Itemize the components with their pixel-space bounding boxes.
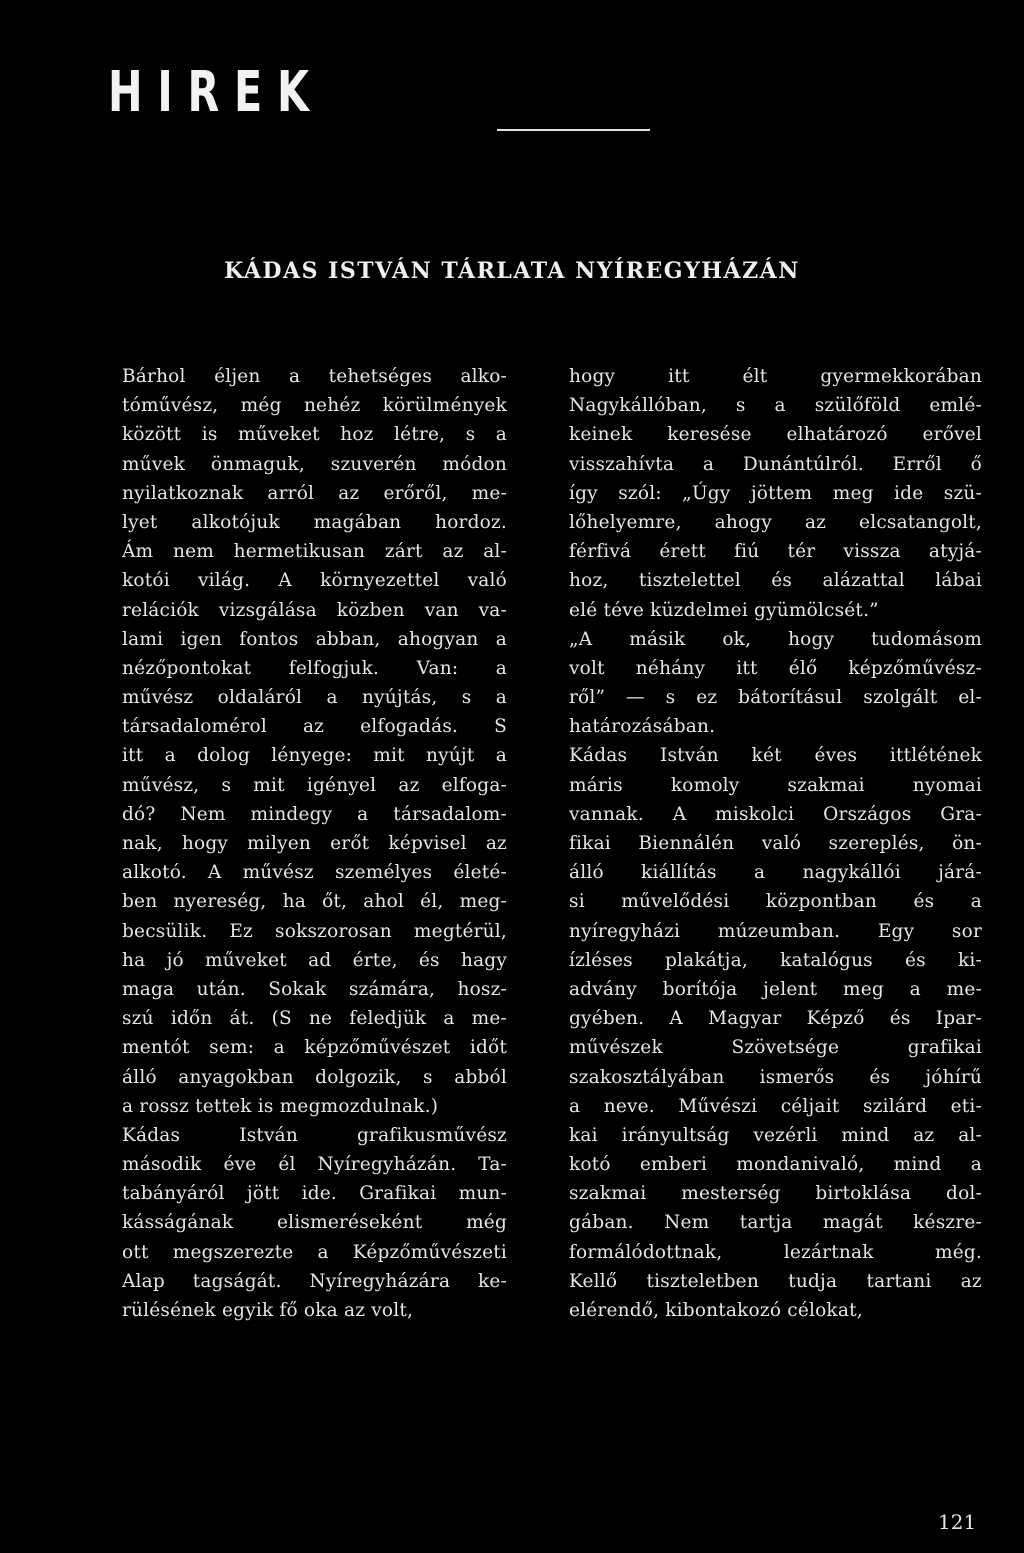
text-line: relációk vizsgálása közben van va- <box>122 599 507 621</box>
text-line: között is műveket hoz létre, s a <box>122 424 507 446</box>
text-line: kai irányultság vezérli mind az al- <box>569 1124 982 1146</box>
text-line: tabányáról jött ide. Grafikai mun- <box>122 1183 507 1205</box>
text-line: dó? Nem mindegy a társadalom- <box>122 803 507 825</box>
text-line: tóművész, még nehéz körülmények <box>122 395 507 417</box>
text-line: Ám nem hermetikusan zárt az al- <box>122 541 507 563</box>
text-line: Alap tagságát. Nyíregyházára ke- <box>122 1270 507 1292</box>
text-line: nézőpontokat felfogjuk. Van: a <box>122 657 507 679</box>
text-line: álló kiállítás a nagykállói járá- <box>569 862 982 884</box>
text-line: visszahívta a Dunántúlról. Erről ő <box>569 453 982 475</box>
text-line: ha jó műveket ad érte, és hagy <box>122 949 507 971</box>
text-line: kásságának elismeréseként még <box>122 1212 507 1234</box>
text-line: Kellő tiszteletben tudja tartani az <box>569 1270 982 1292</box>
article-column-right <box>569 362 982 1325</box>
text-line: itt a dolog lényege: mit nyújt a <box>122 745 507 767</box>
text-line: határozásában. <box>569 716 716 738</box>
text-line: ízléses plakátja, katalógus és ki- <box>569 949 982 971</box>
text-line: nyíregyházi múzeumban. Egy sor <box>569 920 982 942</box>
page-number: 121 <box>938 1510 977 1534</box>
text-line: nyilatkoznak arról az erőről, me- <box>122 482 507 504</box>
text-line: álló anyagokban dolgozik, s abból <box>122 1066 507 1088</box>
text-line: így szól: „Úgy jöttem meg ide szü- <box>569 482 982 504</box>
text-line: szú időn át. (S ne feledjük a me- <box>122 1008 507 1030</box>
text-line: lőhelyemre, ahogy az elcsatangolt, <box>569 511 982 533</box>
article-column-left <box>122 362 507 1325</box>
text-line: kotó emberi mondanivaló, mind a <box>569 1154 982 1176</box>
text-line: férfivá érett fiú tér vissza atyjá- <box>569 541 982 563</box>
text-line: rülésének egyik fő oka az volt, <box>122 1300 414 1321</box>
text-line: alkotó. A művész személyes életé- <box>122 862 507 884</box>
text-line: hoz, tisztelettel és alázattal lábai <box>569 570 982 592</box>
text-line: ben nyereség, ha őt, ahol él, meg- <box>122 891 507 913</box>
text-line: művek önmaguk, szuverén módon <box>122 453 507 475</box>
text-line: társadalomérol az elfogadás. S <box>122 716 507 738</box>
text-line: advány borítója jelent meg a me- <box>569 978 982 1000</box>
text-line: második éve él Nyíregyházán. Ta- <box>122 1154 507 1176</box>
text-line: művészek Szövetsége grafikai <box>569 1037 982 1059</box>
text-line: Nagykállóban, s a szülőföld emlé- <box>569 395 982 417</box>
article-title: KÁDAS ISTVÁN TÁRLATA NYÍREGYHÁZÁN <box>224 258 800 284</box>
text-line: „A másik ok, hogy tudomásom <box>569 628 982 650</box>
text-line: művész oldaláról a nyújtás, s a <box>122 687 507 709</box>
text-line: mentót sem: a képzőművészet időt <box>122 1037 507 1059</box>
section-title: HIREK <box>108 60 324 125</box>
text-line: maga után. Sokak számára, hosz- <box>122 978 507 1000</box>
section-divider <box>497 129 650 131</box>
text-line: hogy itt élt gyermekkorában <box>569 366 982 387</box>
text-line: lami igen fontos abban, ahogyan a <box>122 628 507 650</box>
text-line: keinek keresése elhatározó erővel <box>569 424 982 446</box>
text-line: Kádas István két éves ittlétének <box>569 745 982 767</box>
text-line: elérendő, kibontakozó célokat, <box>569 1300 863 1321</box>
text-line: volt néhány itt élő képzőművész- <box>569 657 982 679</box>
text-line: Kádas István grafikusművész <box>122 1124 507 1146</box>
text-line: szakosztályában ismerős és jóhírű <box>569 1066 982 1088</box>
text-line: gában. Nem tartja magát készre- <box>569 1212 982 1234</box>
text-line: szakmai mesterség birtoklása dol- <box>569 1183 982 1205</box>
text-line: si művelődési központban és a <box>569 891 982 913</box>
text-line: fikai Biennálén való szereplés, ön- <box>569 833 982 854</box>
text-line: ott megszerezte a Képzőművészeti <box>122 1241 507 1263</box>
text-line: a rossz tettek is megmozdulnak.) <box>122 1095 439 1117</box>
text-line: máris komoly szakmai nyomai <box>569 774 982 796</box>
text-line: a neve. Művészi céljait szilárd eti- <box>569 1095 982 1117</box>
text-line: nak, hogy milyen erőt képvisel az <box>122 833 507 854</box>
text-line: vannak. A miskolci Országos Gra- <box>569 803 982 825</box>
text-line: művész, s mit igényel az elfoga- <box>122 774 507 796</box>
text-line: becsülik. Ez sokszorosan megtérül, <box>122 920 507 942</box>
text-line: Bárhol éljen a tehetséges alko- <box>122 366 507 387</box>
text-line: lyet alkotójuk magában hordoz. <box>122 511 507 533</box>
text-line: gyében. A Magyar Képző és Ipar- <box>569 1008 982 1030</box>
text-line: formálódottnak, lezártnak még. <box>569 1241 982 1263</box>
text-line: ről” — s ez bátorításul szolgált el- <box>569 687 982 709</box>
text-line: elé téve küzdelmei gyümölcsét.” <box>569 599 879 621</box>
text-line: kotói világ. A környezettel való <box>122 570 507 592</box>
